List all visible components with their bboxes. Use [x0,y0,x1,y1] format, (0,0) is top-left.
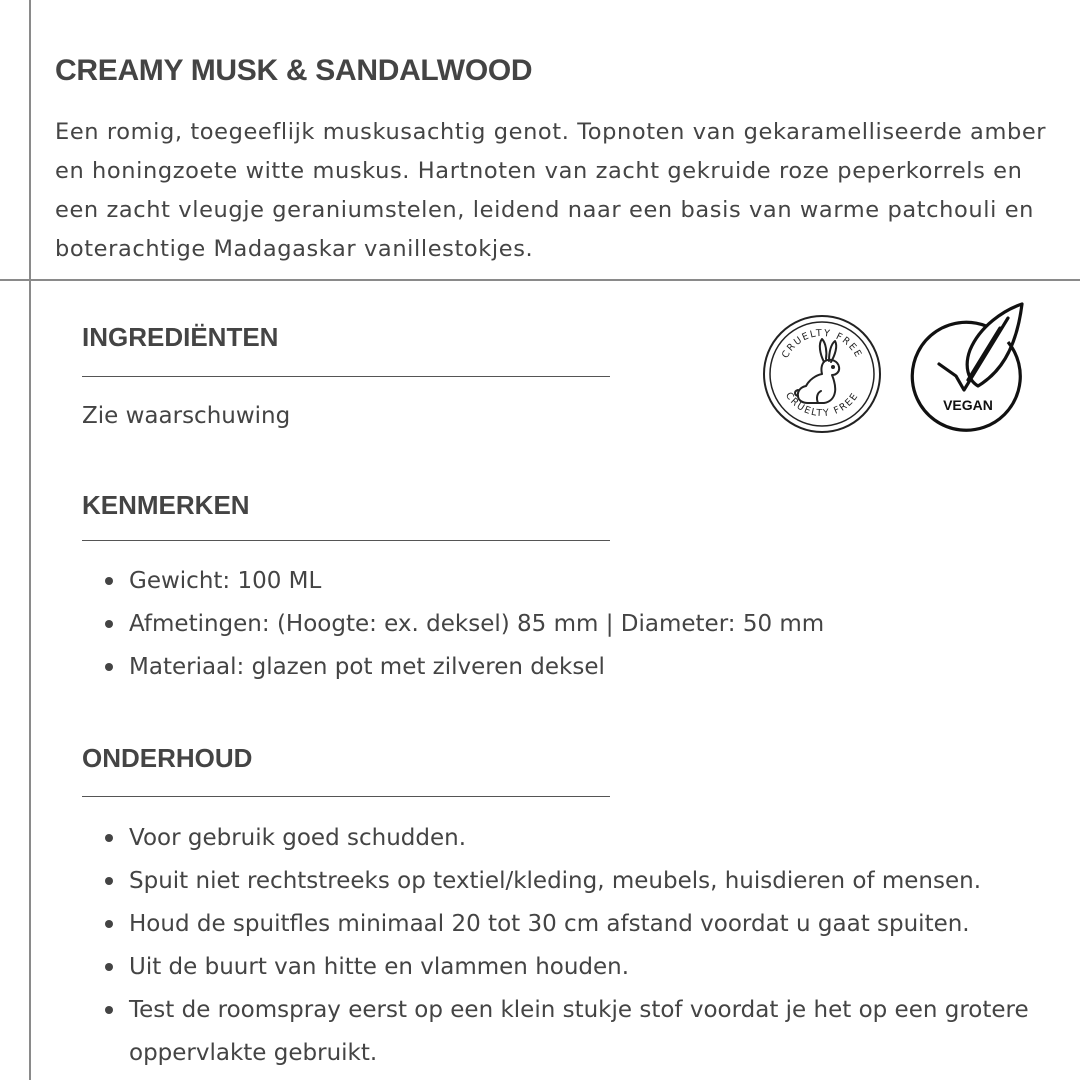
list-item: Uit de buurt van hitte en vlammen houden. [100,946,1060,989]
list-item: Houd de spuitfles minimaal 20 tot 30 cm afstand voordat u gaat spuiten. [100,903,1060,946]
features-rule [82,540,610,541]
horizontal-divider [0,279,1080,281]
vegan-label: VEGAN [943,397,993,413]
cruelty-free-bottom-text: CRUELTY FREE [782,390,862,420]
product-title: CREAMY MUSK & SANDALWOOD [55,54,533,87]
features-heading: KENMERKEN [82,490,250,520]
vertical-divider [29,0,31,1080]
list-item: Voor gebruik goed schudden. [100,817,1060,860]
list-item: Spuit niet rechtstreeks op textiel/kleding, meubels, huisdieren of mensen. [100,860,1060,903]
list-item: Afmetingen: (Hoogte: ex. deksel) 85 mm | Diameter: 50 mm [100,603,1060,646]
care-heading: ONDERHOUD [82,743,253,773]
care-rule [82,796,610,797]
rabbit-icon [795,339,839,403]
cruelty-free-badge [760,312,884,436]
list-item: Test de roomspray eerst op een klein stukje stof voordat je het op een grotere oppervlakte gebruikt. [100,989,1060,1075]
ingredients-rule [82,376,610,377]
features-list [100,560,1060,689]
ingredients-heading: INGREDIËNTEN [82,322,279,352]
cruelty-free-top-text: CRUELTY FREE [779,327,865,361]
product-description: Een romig, toegeeflijk muskusachtig genot. Topnoten van gekaramelliseerde amber en honingzoete witte muskus. Hartnoten van zacht gekruide roze peperkorrels en een zacht vleugje geraniumstelen, leidend naar een basis van warme patchouli en boterachtige Madagaskar vanillestokjes. [55,119,1047,262]
list-item: Gewicht: 100 ML [100,560,1060,603]
care-list [100,817,1060,1075]
list-item: Materiaal: glazen pot met zilveren deksel [100,646,1060,689]
vegan-badge [908,300,1030,434]
leaf-check-icon [939,304,1022,390]
ingredients-text: Zie waarschuwing [82,403,291,429]
